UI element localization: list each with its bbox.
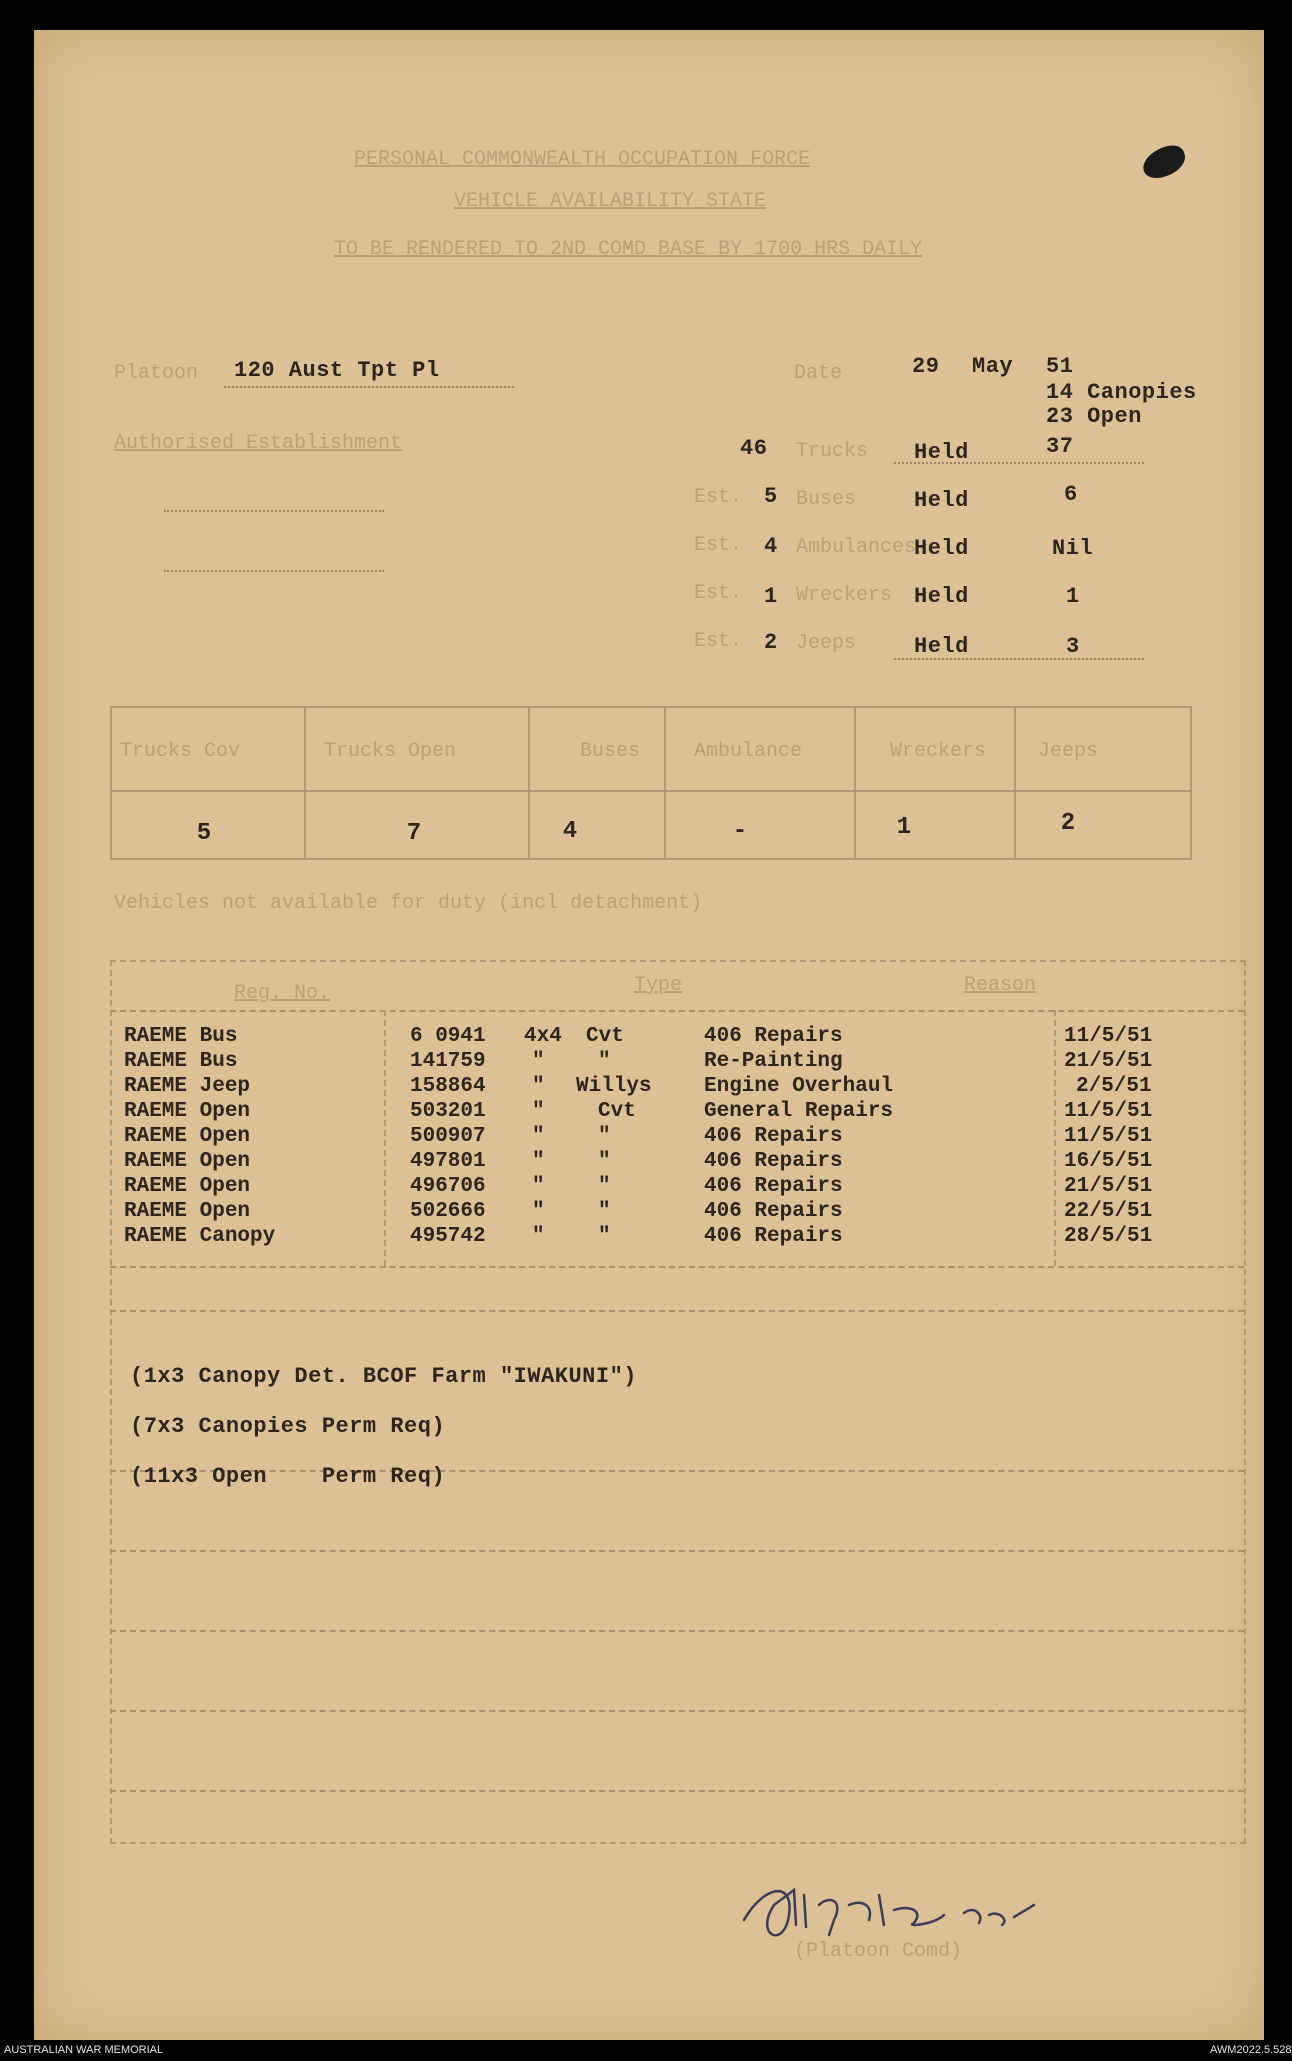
- form-title-line-2: VEHICLE AVAILABILITY STATE: [454, 190, 767, 213]
- held-jeeps: 3: [1066, 634, 1080, 659]
- est-prefix-2: Est.: [694, 486, 743, 509]
- row-date: 16/5/51: [1064, 1150, 1153, 1173]
- row-make: Cvt: [586, 1025, 624, 1048]
- col-header-reason: Reason: [964, 974, 1037, 997]
- row-drive: ": [532, 1175, 545, 1198]
- date-year: 51: [1046, 354, 1074, 379]
- row-reason: 406 Repairs: [704, 1125, 843, 1148]
- row-reason: 406 Repairs: [704, 1150, 843, 1173]
- row-date: 21/5/51: [1064, 1175, 1153, 1198]
- row-reg: 497801: [410, 1150, 486, 1173]
- avail-ambulance: -: [732, 818, 748, 845]
- dotted-line-3: [894, 462, 1144, 464]
- note-canopy-detachment: (1x3 Canopy Det. BCOF Farm "IWAKUNI"): [130, 1364, 637, 1389]
- row-reg: 495742: [410, 1225, 486, 1248]
- availability-col-sep-1: [304, 706, 306, 858]
- dotted-line-1: [164, 510, 384, 512]
- row-date: 11/5/51: [1064, 1025, 1153, 1048]
- avail-buses: 4: [562, 818, 578, 845]
- unit-underline: [224, 386, 514, 388]
- row-unit: RAEME Open: [124, 1200, 251, 1223]
- est-buses: 5: [764, 484, 778, 509]
- row-reg: 496706: [410, 1175, 486, 1198]
- table-row: [124, 1200, 1184, 1225]
- row-date: 11/5/51: [1064, 1100, 1153, 1123]
- note-open-perm-req: (11x3 Open Perm Req): [130, 1464, 446, 1489]
- item-ambulances: Ambulances: [796, 536, 917, 559]
- row-make: ": [598, 1225, 611, 1248]
- row-reg: 503201: [410, 1100, 486, 1123]
- item-buses: Buses: [796, 488, 857, 511]
- est-prefix-3: Est.: [694, 534, 743, 557]
- row-reason: Re-Painting: [704, 1050, 843, 1073]
- archive-credit: AUSTRALIAN WAR MEMORIAL: [4, 2044, 164, 2056]
- row-make: ": [598, 1175, 611, 1198]
- row-make: Cvt: [598, 1100, 636, 1123]
- row-unit: RAEME Open: [124, 1150, 251, 1173]
- row-make: ": [598, 1150, 611, 1173]
- col-header-trucks-cov: Trucks Cov: [120, 740, 241, 763]
- table-row: [124, 1150, 1184, 1175]
- table-row: [124, 1100, 1184, 1125]
- row-date: 21/5/51: [1064, 1050, 1153, 1073]
- held-label-ambulances: Held: [914, 536, 969, 561]
- held-label-jeeps: Held: [914, 634, 969, 659]
- vehicle-table-hrule-8: [110, 1790, 1244, 1792]
- held-label-wreckers: Held: [914, 584, 969, 609]
- vehicle-table-hrule-3: [110, 1310, 1244, 1312]
- held-buses: 6: [1064, 482, 1078, 507]
- row-reg: 158864: [410, 1075, 486, 1098]
- availability-table-divider: [110, 790, 1190, 792]
- unit-value: 120 Aust Tpt Pl: [234, 358, 440, 383]
- row-unit: RAEME Jeep: [124, 1075, 251, 1098]
- archive-reference: AWM2022.5.528: [1210, 2044, 1292, 2056]
- row-unit: RAEME Canopy: [124, 1225, 276, 1248]
- vehicle-table-hrule-2: [110, 1266, 1244, 1268]
- row-reg: 6 0941: [410, 1025, 486, 1048]
- col-header-reg-no: Reg. No.: [234, 982, 331, 1005]
- row-date: 11/5/51: [1064, 1125, 1153, 1148]
- row-drive: 4x4: [524, 1025, 562, 1048]
- item-wreckers: Wreckers: [796, 584, 893, 607]
- row-make: ": [598, 1050, 611, 1073]
- vehicle-table-hrule-1: [110, 1010, 1244, 1012]
- row-reason: Engine Overhaul: [704, 1075, 894, 1098]
- held-trucks: 37: [1046, 434, 1074, 459]
- item-trucks: Trucks: [796, 440, 869, 463]
- table-row: [124, 1075, 1184, 1100]
- date-month: May: [972, 354, 1014, 379]
- row-reason: General Repairs: [704, 1100, 894, 1123]
- est-trucks: 46: [740, 436, 768, 461]
- table-row: [124, 1225, 1184, 1250]
- authorised-establishment-label: Authorised Establishment: [114, 432, 403, 455]
- row-date: 28/5/51: [1064, 1225, 1153, 1248]
- ink-blot: [1139, 141, 1190, 182]
- row-reg: 500907: [410, 1125, 486, 1148]
- date-day: 29: [912, 354, 940, 379]
- row-make: ": [598, 1125, 611, 1148]
- row-drive: ": [532, 1150, 545, 1173]
- avail-trucks-cov: 5: [196, 820, 212, 847]
- row-drive: ": [532, 1125, 545, 1148]
- unavailable-label: Vehicles not available for duty (incl detachment): [114, 892, 703, 915]
- held-label-buses: Held: [914, 488, 969, 513]
- row-drive: ": [532, 1200, 545, 1223]
- row-date: 22/5/51: [1064, 1200, 1153, 1223]
- held-wreckers: 1: [1066, 584, 1080, 609]
- row-reg: 141759: [410, 1050, 486, 1073]
- vehicle-table-hrule-5: [110, 1550, 1244, 1552]
- row-reason: 406 Repairs: [704, 1225, 843, 1248]
- table-row: [124, 1125, 1184, 1150]
- row-drive: ": [532, 1225, 545, 1248]
- avail-wreckers: 1: [896, 814, 912, 841]
- signature-role: (Platoon Comd): [794, 1940, 963, 1963]
- form-title-line-3: TO BE RENDERED TO 2ND COMD BASE BY 1700 HRS DAILY: [334, 238, 923, 261]
- row-unit: RAEME Bus: [124, 1050, 238, 1073]
- row-make: Willys: [576, 1075, 652, 1098]
- item-jeeps: Jeeps: [796, 632, 857, 655]
- col-header-wreckers: Wreckers: [890, 740, 987, 763]
- col-header-buses: Buses: [580, 740, 641, 763]
- signature-image: [734, 1875, 1054, 1945]
- row-drive: ": [532, 1050, 545, 1073]
- document-page: [34, 30, 1264, 2040]
- holdings-note-canopies: 14 Canopies: [1046, 380, 1197, 405]
- est-jeeps: 2: [764, 630, 778, 655]
- held-label-trucks: Held: [914, 440, 969, 465]
- dotted-line-4: [894, 658, 1144, 660]
- row-make: ": [598, 1200, 611, 1223]
- est-wreckers: 1: [764, 584, 778, 609]
- dotted-line-2: [164, 570, 384, 572]
- table-row: [124, 1025, 1184, 1050]
- col-header-type: Type: [634, 974, 683, 997]
- row-drive: ": [532, 1075, 545, 1098]
- est-ambulances: 4: [764, 534, 778, 559]
- col-header-ambulance: Ambulance: [694, 740, 803, 763]
- row-reason: 406 Repairs: [704, 1025, 843, 1048]
- holdings-note-open: 23 Open: [1046, 404, 1142, 429]
- unit-label: Platoon: [114, 362, 199, 385]
- row-date: 2/5/51: [1076, 1075, 1152, 1098]
- avail-trucks-open: 7: [406, 820, 422, 847]
- col-header-jeeps: Jeeps: [1038, 740, 1099, 763]
- est-prefix-5: Est.: [694, 630, 743, 653]
- date-label: Date: [794, 362, 843, 385]
- form-title-line-1: PERSONAL COMMONWEALTH OCCUPATION FORCE: [354, 148, 811, 171]
- held-ambulances: Nil: [1052, 536, 1094, 561]
- row-reg: 502666: [410, 1200, 486, 1223]
- col-header-trucks-open: Trucks Open: [324, 740, 457, 763]
- row-unit: RAEME Open: [124, 1175, 251, 1198]
- row-unit: RAEME Open: [124, 1100, 251, 1123]
- row-reason: 406 Repairs: [704, 1200, 843, 1223]
- row-drive: ": [532, 1100, 545, 1123]
- row-unit: RAEME Open: [124, 1125, 251, 1148]
- row-reason: 406 Repairs: [704, 1175, 843, 1198]
- table-row: [124, 1175, 1184, 1200]
- table-row: [124, 1050, 1184, 1075]
- avail-jeeps: 2: [1060, 810, 1076, 837]
- note-canopies-perm-req: (7x3 Canopies Perm Req): [130, 1414, 446, 1439]
- vehicle-table-hrule-6: [110, 1630, 1244, 1632]
- vehicle-table-hrule-7: [110, 1710, 1244, 1712]
- row-unit: RAEME Bus: [124, 1025, 238, 1048]
- est-prefix-4: Est.: [694, 582, 743, 605]
